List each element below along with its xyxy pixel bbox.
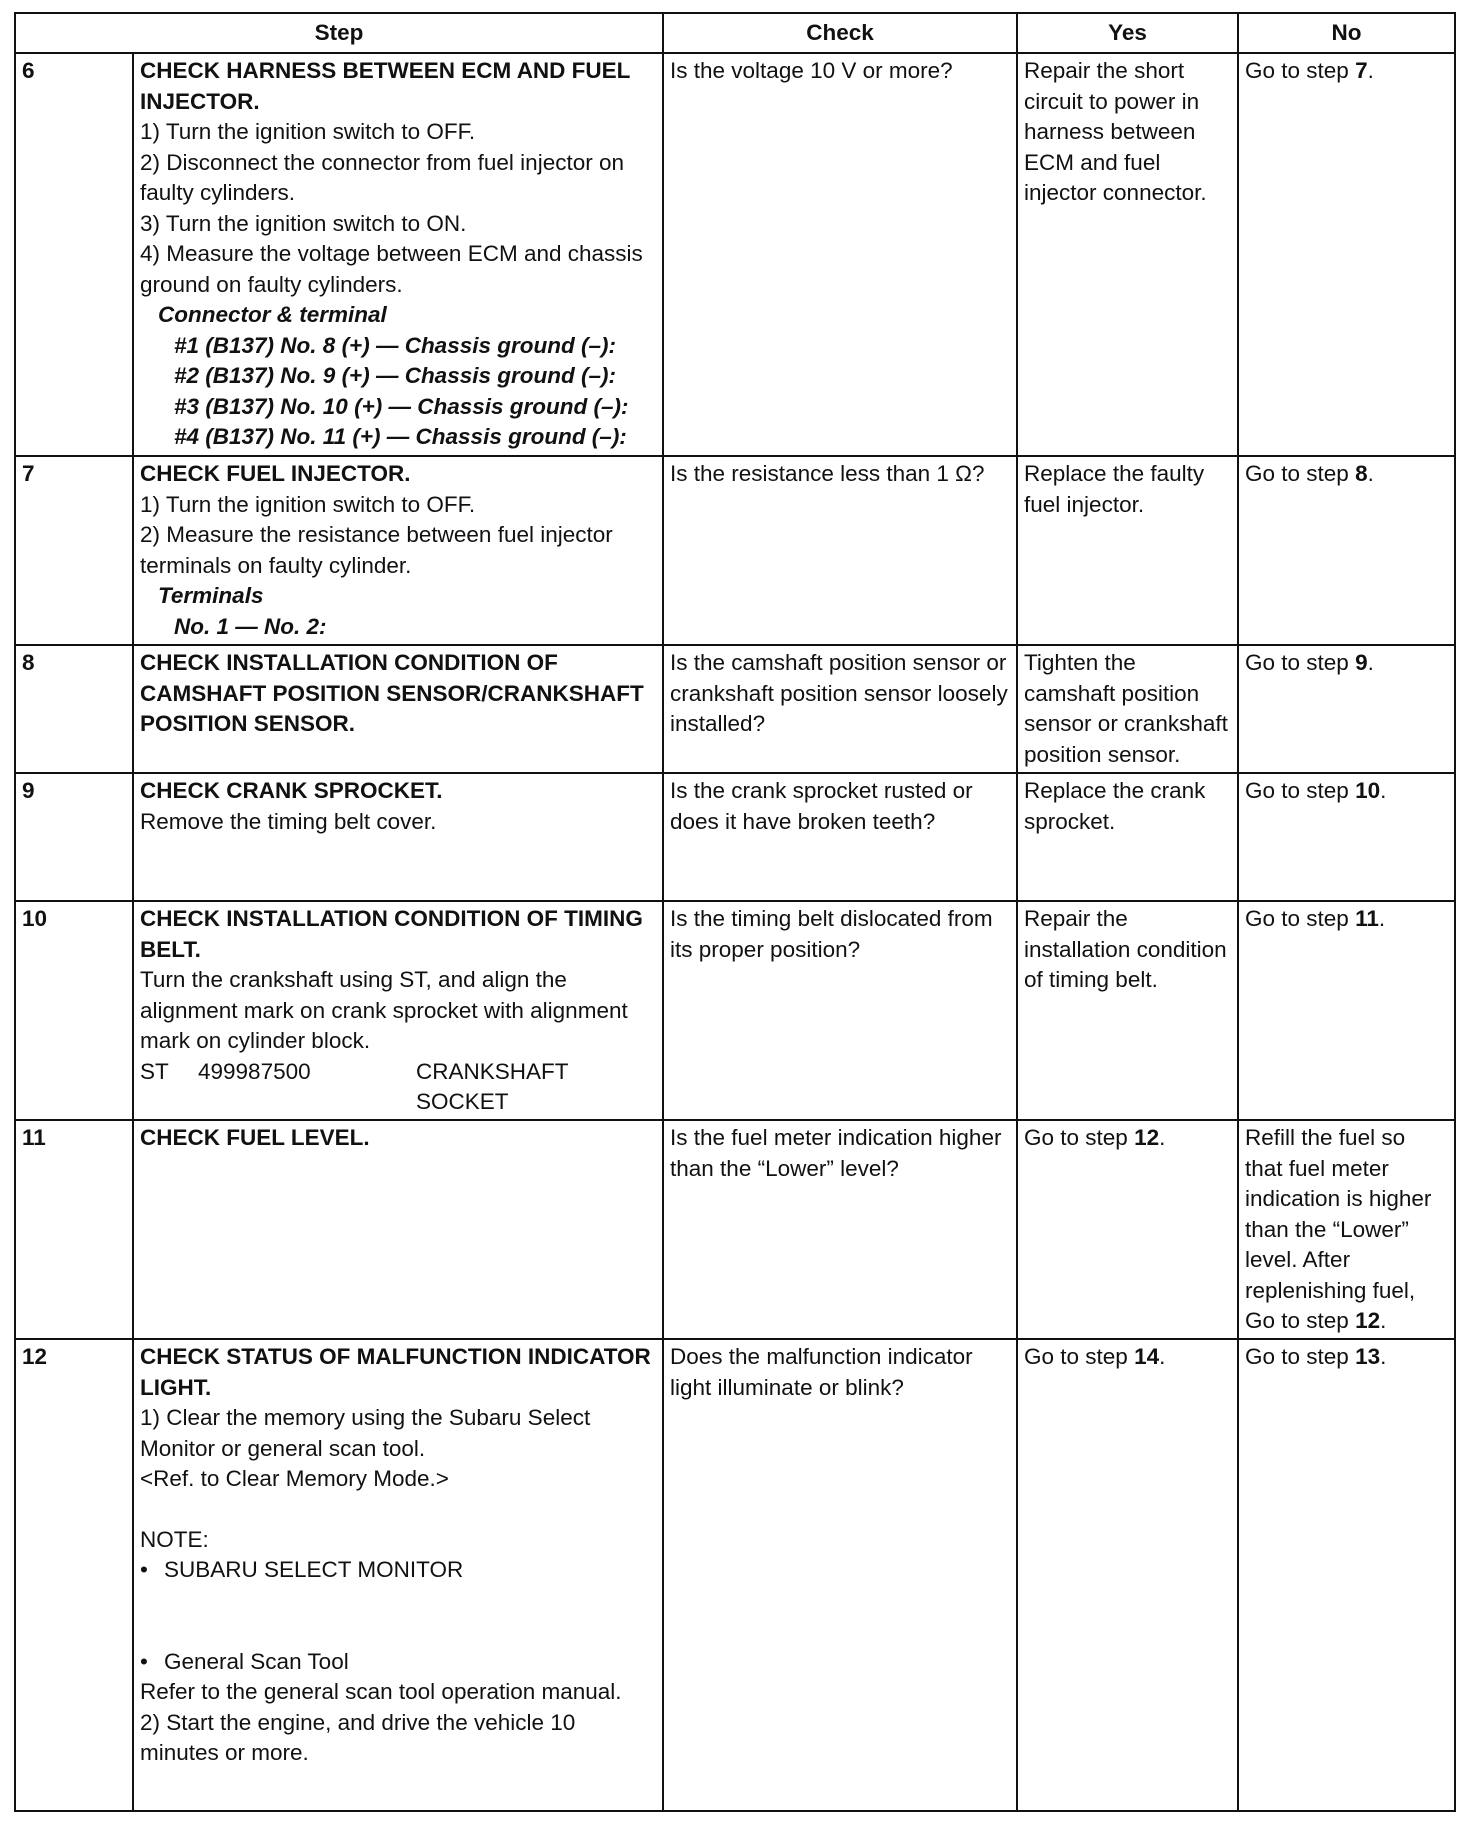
step-instruction: 1) Turn the ignition switch to OFF. xyxy=(140,491,476,517)
bullet-text: SUBARU SELECT MONITOR xyxy=(164,1557,464,1582)
no-text-end: . xyxy=(1380,1308,1387,1333)
check-cell: Is the fuel meter indication higher than the “Lower” level? xyxy=(663,1120,1017,1339)
yes-text: Go to step xyxy=(1024,1344,1135,1369)
no-cell xyxy=(1238,645,1455,773)
no-text-end: . xyxy=(1380,1344,1387,1369)
no-cell xyxy=(1238,456,1455,645)
no-cell xyxy=(1238,53,1455,456)
note-label: NOTE: xyxy=(140,1526,209,1552)
note-bullet xyxy=(140,1555,656,1586)
step-description xyxy=(133,456,663,645)
terminal-spec: #2 (B137) No. 9 (+) — Chassis ground (–): xyxy=(174,363,616,388)
step-link[interactable]: 12 xyxy=(1355,1308,1381,1333)
header-step: Step xyxy=(15,13,663,53)
table-row xyxy=(15,53,1455,456)
step-link[interactable]: 9 xyxy=(1355,650,1368,675)
table-row xyxy=(15,901,1455,1120)
step-instruction: Turn the crankshaft using ST, and align the alignment mark on crank sprocket with alignment mark on cylinder block. xyxy=(140,967,628,1053)
check-cell: Is the camshaft position sensor or crankshaft position sensor loosely installed? xyxy=(663,645,1017,773)
no-cell xyxy=(1238,901,1455,1120)
step-instruction: 3) Turn the ignition switch to ON. xyxy=(140,210,467,236)
step-number: 11 xyxy=(15,1120,133,1339)
no-text: Refill the fuel so that fuel meter indication is higher than the “Lower” level. After replenishing fuel, Go to step xyxy=(1245,1125,1432,1333)
header-no: No xyxy=(1238,13,1455,53)
step-number: 9 xyxy=(15,773,133,901)
special-tool-name: CRANKSHAFT SOCKET xyxy=(416,1058,569,1114)
step-link[interactable]: 11 xyxy=(1355,906,1379,931)
step-description xyxy=(133,645,663,773)
terminal-spec: #1 (B137) No. 8 (+) — Chassis ground (–): xyxy=(174,332,616,358)
step-instruction: Refer to the general scan tool operation manual. xyxy=(140,1679,622,1704)
step-link[interactable]: 10 xyxy=(1355,778,1381,803)
reference-link[interactable]: <Ref. to Clear Memory Mode.> xyxy=(140,1466,449,1491)
special-tool-part-number: 499987500 xyxy=(198,1058,311,1084)
step-instruction: Remove the timing belt cover. xyxy=(140,808,437,834)
step-number: 8 xyxy=(15,645,133,773)
special-tool-row xyxy=(140,1057,656,1118)
step-link[interactable]: 12 xyxy=(1134,1125,1160,1150)
no-text: Go to step xyxy=(1245,906,1356,931)
step-description xyxy=(133,773,663,901)
step-link[interactable]: 13 xyxy=(1355,1344,1381,1369)
bullet-text: General Scan Tool xyxy=(164,1648,349,1674)
step-title: CHECK CRANK SPROCKET. xyxy=(140,778,443,803)
terminal-spec: #3 (B137) No. 10 (+) — Chassis ground (–): xyxy=(174,393,629,419)
step-description xyxy=(133,1339,663,1811)
no-text-end: . xyxy=(1367,58,1374,83)
header-yes: Yes xyxy=(1017,13,1238,53)
table-row xyxy=(15,1120,1455,1339)
yes-cell: Repair the installation condition of timing belt. xyxy=(1017,901,1238,1120)
no-text-end: . xyxy=(1367,461,1374,486)
step-title: CHECK FUEL INJECTOR. xyxy=(140,461,411,486)
step-number: 10 xyxy=(15,901,133,1120)
no-text: Go to step xyxy=(1245,778,1356,803)
step-title: CHECK FUEL LEVEL. xyxy=(140,1125,370,1150)
yes-cell: Replace the crank sprocket. xyxy=(1017,773,1238,901)
step-instruction: 1) Clear the memory using the Subaru Select Monitor or general scan tool. xyxy=(140,1405,591,1461)
header-check: Check xyxy=(663,13,1017,53)
yes-text: Go to step xyxy=(1024,1125,1135,1150)
no-text: Go to step xyxy=(1245,58,1356,83)
table-row xyxy=(15,456,1455,645)
yes-cell: Tighten the camshaft position sensor or crankshaft position sensor. xyxy=(1017,645,1238,773)
no-cell xyxy=(1238,1339,1455,1811)
note-bullet xyxy=(140,1647,656,1678)
step-instruction: 2) Measure the resistance between fuel injector terminals on faulty cylinder. xyxy=(140,522,613,578)
step-instruction: 2) Start the engine, and drive the vehicle 10 minutes or more. xyxy=(140,1709,576,1765)
check-cell: Does the malfunction indicator light illuminate or blink? xyxy=(663,1339,1017,1811)
diagnostic-table xyxy=(14,12,1456,1812)
check-cell: Is the crank sprocket rusted or does it have broken teeth? xyxy=(663,773,1017,901)
no-text-end: . xyxy=(1380,778,1387,803)
yes-cell: Replace the faulty fuel injector. xyxy=(1017,456,1238,645)
terminals-heading: Terminals xyxy=(158,583,264,608)
table-row xyxy=(15,1339,1455,1811)
step-description xyxy=(133,901,663,1120)
check-cell: Is the resistance less than 1 Ω? xyxy=(663,456,1017,645)
special-tool-label: ST xyxy=(140,1058,169,1084)
terminal-spec: No. 1 — No. 2: xyxy=(174,613,327,639)
terminal-spec: #4 (B137) No. 11 (+) — Chassis ground (–): xyxy=(174,424,627,449)
no-cell xyxy=(1238,773,1455,901)
step-link[interactable]: 8 xyxy=(1355,461,1368,486)
table-row xyxy=(15,645,1455,773)
yes-cell xyxy=(1017,1339,1238,1811)
yes-cell: Repair the short circuit to power in harness between ECM and fuel injector connector. xyxy=(1017,53,1238,456)
step-link[interactable]: 14 xyxy=(1134,1344,1160,1369)
step-instruction: 1) Turn the ignition switch to OFF. xyxy=(140,119,476,144)
check-cell: Is the timing belt dislocated from its proper position? xyxy=(663,901,1017,1120)
step-title: CHECK HARNESS BETWEEN ECM AND FUEL INJECTOR. xyxy=(140,58,631,114)
no-text: Go to step xyxy=(1245,461,1356,486)
connector-heading: Connector & terminal xyxy=(158,302,387,327)
step-link[interactable]: 7 xyxy=(1355,58,1368,83)
yes-text-end: . xyxy=(1159,1125,1166,1150)
no-cell xyxy=(1238,1120,1455,1339)
step-title: CHECK INSTALLATION CONDITION OF TIMING BELT. xyxy=(140,906,643,962)
header-row xyxy=(15,13,1455,53)
step-number: 12 xyxy=(15,1339,133,1811)
step-instruction: 2) Disconnect the connector from fuel injector on faulty cylinders. xyxy=(140,149,624,205)
no-text-end: . xyxy=(1367,650,1374,675)
step-title: CHECK INSTALLATION CONDITION OF CAMSHAFT POSITION SENSOR/CRANKSHAFT POSITION SENSOR. xyxy=(140,650,644,736)
diagnostic-procedure-document xyxy=(14,12,1454,1808)
step-number: 6 xyxy=(15,53,133,456)
step-number: 7 xyxy=(15,456,133,645)
step-instruction: 4) Measure the voltage between ECM and chassis ground on faulty cylinders. xyxy=(140,241,643,297)
yes-cell xyxy=(1017,1120,1238,1339)
step-description xyxy=(133,1120,663,1339)
no-text-end: . xyxy=(1378,906,1386,931)
no-text: Go to step xyxy=(1245,650,1356,675)
no-text: Go to step xyxy=(1245,1344,1356,1369)
check-cell: Is the voltage 10 V or more? xyxy=(663,53,1017,456)
step-title: CHECK STATUS OF MALFUNCTION INDICATOR LIGHT. xyxy=(140,1344,651,1400)
yes-text-end: . xyxy=(1159,1344,1166,1369)
table-row xyxy=(15,773,1455,901)
step-description xyxy=(133,53,663,456)
